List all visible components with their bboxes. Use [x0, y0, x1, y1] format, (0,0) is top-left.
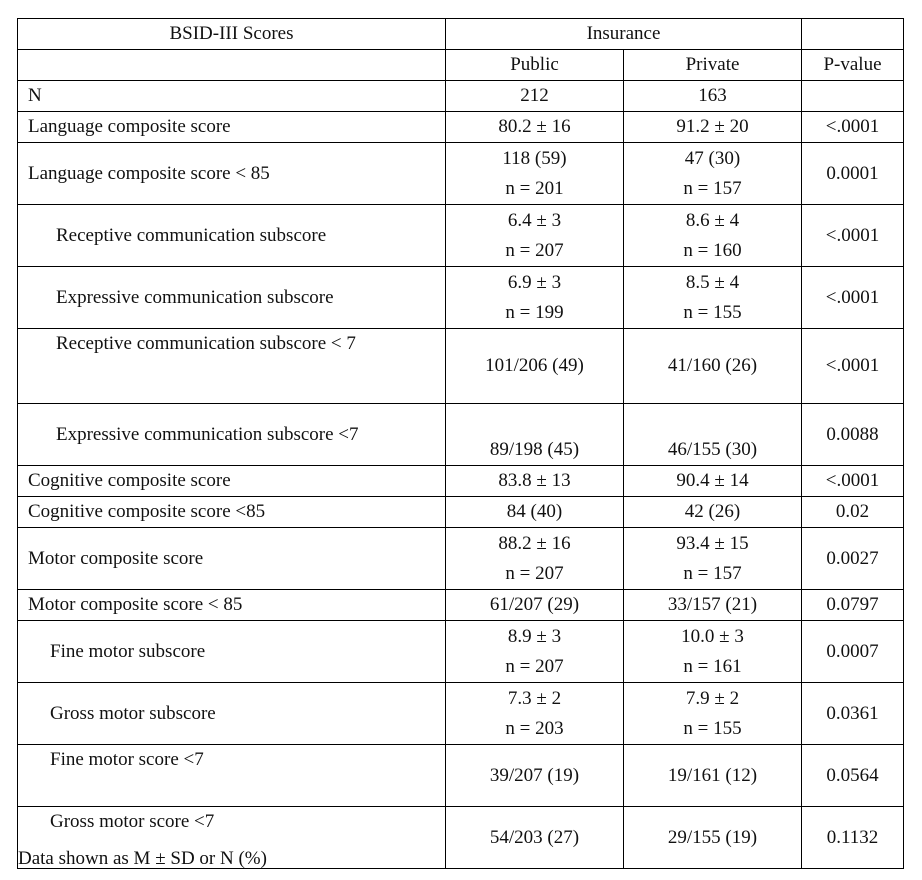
header-public: Public: [446, 50, 624, 81]
p-value: <.0001: [802, 112, 904, 143]
private-stat: 8.6 ± 4: [685, 209, 740, 231]
private-value: 29/155 (19): [624, 807, 802, 869]
private-stat: 8.5 ± 4: [685, 271, 740, 293]
private-n: n = 157: [683, 177, 742, 199]
footnote: Data shown as M ± SD or N (%): [18, 848, 267, 869]
private-value: 42 (26): [624, 497, 802, 528]
row-label: Motor composite score: [18, 528, 446, 590]
row-label: Motor composite score < 85: [18, 590, 446, 621]
p-value: 0.02: [802, 497, 904, 528]
header-insurance: Insurance: [446, 19, 802, 50]
bsid-scores-table: [17, 18, 904, 869]
private-n: n = 155: [683, 717, 742, 739]
public-value: [446, 205, 624, 267]
public-n: n = 207: [505, 655, 564, 677]
private-n: n = 161: [683, 655, 742, 677]
header-empty: [802, 19, 904, 50]
public-stat: 6.4 ± 3: [507, 209, 562, 231]
p-value: 0.0564: [802, 745, 904, 807]
p-value: 0.0088: [802, 404, 904, 466]
private-value: [624, 528, 802, 590]
p-value: 0.0007: [802, 621, 904, 683]
private-value: [624, 267, 802, 329]
private-n: n = 155: [683, 301, 742, 323]
row-label: Expressive communication subscore <7: [18, 404, 446, 466]
table-row: [18, 590, 904, 621]
private-value: 41/160 (26): [624, 329, 802, 404]
table-row: [18, 528, 904, 590]
private-stat: 47 (30): [684, 147, 741, 169]
public-value: [446, 143, 624, 205]
header-row-2: [18, 50, 904, 81]
public-value: 101/206 (49): [446, 329, 624, 404]
public-value: 84 (40): [446, 497, 624, 528]
private-value: 46/155 (30): [624, 404, 802, 466]
row-label: Receptive communication subscore: [18, 205, 446, 267]
public-value: 39/207 (19): [446, 745, 624, 807]
private-value: [624, 205, 802, 267]
header-scores: BSID-III Scores: [18, 19, 446, 50]
row-label: Gross motor subscore: [18, 683, 446, 745]
header-row-1: [18, 19, 904, 50]
row-label: Language composite score: [18, 112, 446, 143]
row-label: Language composite score < 85: [18, 143, 446, 205]
p-value: 0.0001: [802, 143, 904, 205]
row-label: Cognitive composite score <85: [18, 497, 446, 528]
table-row: [18, 745, 904, 807]
table-row: [18, 683, 904, 745]
p-value: 0.0361: [802, 683, 904, 745]
p-value: <.0001: [802, 329, 904, 404]
private-value: 90.4 ± 14: [624, 466, 802, 497]
p-value: [802, 81, 904, 112]
public-stat: 118 (59): [502, 147, 567, 169]
private-value: 33/157 (21): [624, 590, 802, 621]
private-stat: 93.4 ± 15: [676, 532, 749, 554]
public-stat: 8.9 ± 3: [507, 625, 562, 647]
table-row: [18, 621, 904, 683]
private-value: 91.2 ± 20: [624, 112, 802, 143]
table-row: [18, 267, 904, 329]
p-value: 0.0027: [802, 528, 904, 590]
row-label: N: [18, 81, 446, 112]
private-value: [624, 683, 802, 745]
public-n: n = 201: [505, 177, 564, 199]
row-label: Receptive communication subscore < 7: [18, 329, 446, 404]
row-label: Gross motor score <7: [18, 807, 446, 869]
row-label: Fine motor subscore: [18, 621, 446, 683]
private-n: n = 157: [683, 562, 742, 584]
public-n: n = 207: [505, 239, 564, 261]
public-value: [446, 528, 624, 590]
public-value: 80.2 ± 16: [446, 112, 624, 143]
public-stat: 7.3 ± 2: [507, 687, 562, 709]
public-value: 54/203 (27): [446, 807, 624, 869]
table-row: [18, 404, 904, 466]
p-value: 0.0797: [802, 590, 904, 621]
p-value: <.0001: [802, 466, 904, 497]
private-value: [624, 143, 802, 205]
public-value: 212: [446, 81, 624, 112]
p-value: <.0001: [802, 205, 904, 267]
public-value: [446, 683, 624, 745]
public-n: n = 207: [505, 562, 564, 584]
p-value: <.0001: [802, 267, 904, 329]
private-value: 19/161 (12): [624, 745, 802, 807]
header-pvalue: P-value: [802, 50, 904, 81]
public-value: 89/198 (45): [446, 404, 624, 466]
public-value: 61/207 (29): [446, 590, 624, 621]
table-row: [18, 112, 904, 143]
private-value: [624, 621, 802, 683]
public-n: n = 199: [505, 301, 564, 323]
public-value: [446, 621, 624, 683]
public-n: n = 203: [505, 717, 564, 739]
private-value: 163: [624, 81, 802, 112]
private-n: n = 160: [683, 239, 742, 261]
table-row: [18, 466, 904, 497]
table-row: [18, 143, 904, 205]
row-label: Expressive communication subscore: [18, 267, 446, 329]
public-value: 83.8 ± 13: [446, 466, 624, 497]
public-stat: 88.2 ± 16: [498, 532, 571, 554]
table-row: [18, 497, 904, 528]
table-row: [18, 205, 904, 267]
header-private: Private: [624, 50, 802, 81]
private-stat: 7.9 ± 2: [685, 687, 740, 709]
table-row: [18, 81, 904, 112]
table-row: [18, 329, 904, 404]
p-value: 0.1132: [802, 807, 904, 869]
row-label: Fine motor score <7: [18, 745, 446, 807]
private-stat: 10.0 ± 3: [681, 625, 744, 647]
public-value: [446, 267, 624, 329]
row-label: Cognitive composite score: [18, 466, 446, 497]
public-stat: 6.9 ± 3: [507, 271, 562, 293]
header-empty: [18, 50, 446, 81]
